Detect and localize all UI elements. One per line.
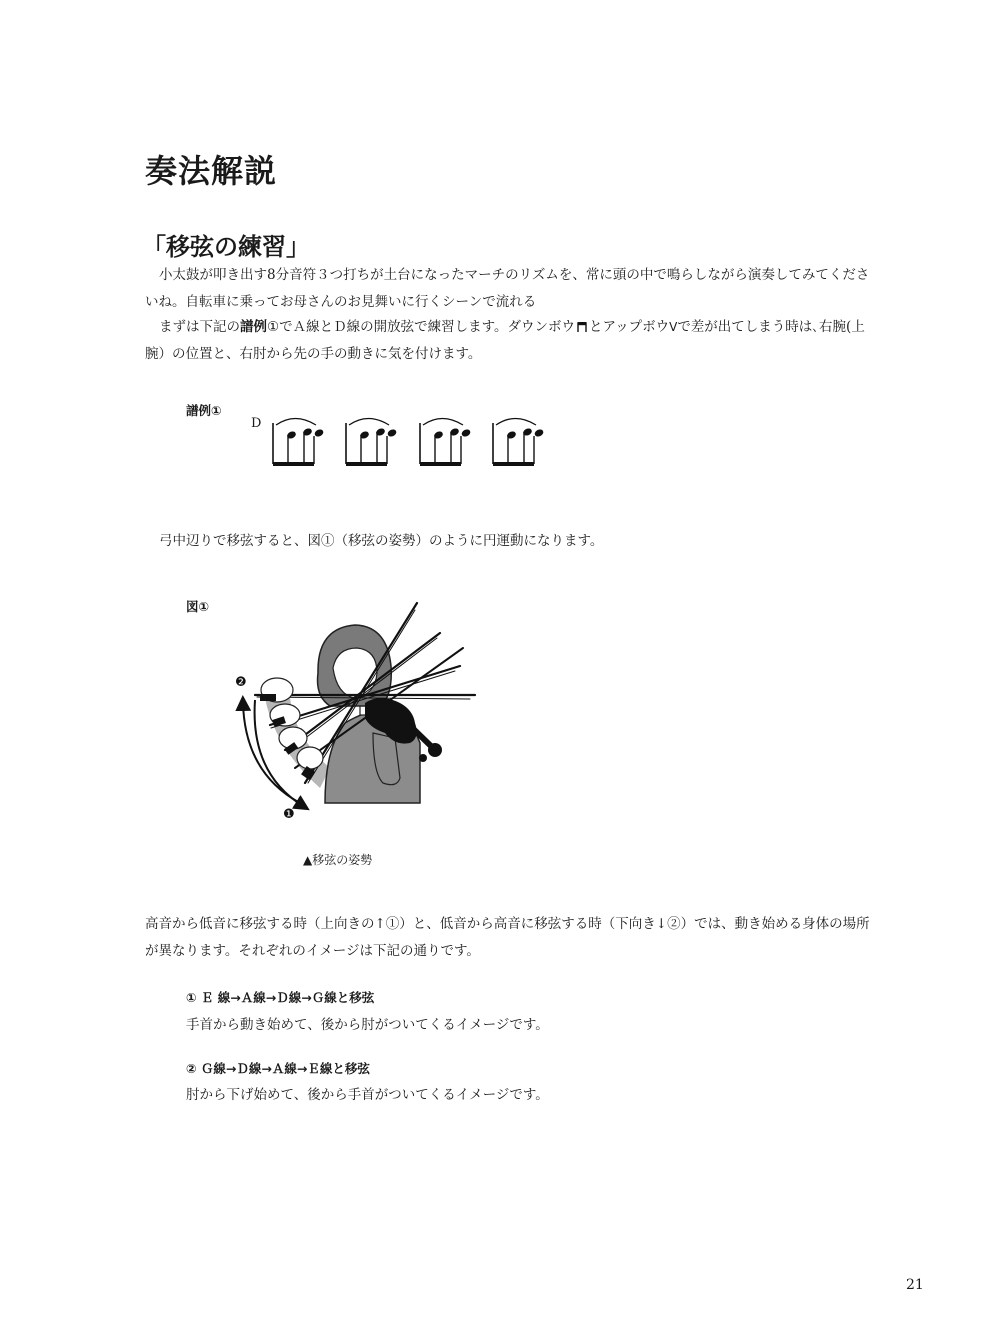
score-example xyxy=(266,412,556,472)
string-crossing-illustration xyxy=(205,598,495,838)
paragraph-exercise-part4: で差が出てしまう時は､右腕(上腕）の位置と、右肘から先の手の動きに気を付けます。 xyxy=(145,319,865,362)
paragraph-intro xyxy=(145,262,870,316)
marker-1-label: ❶ xyxy=(283,807,295,822)
score-label: 譜例① xyxy=(186,403,222,418)
paragraph-exercise-bold: 譜例 xyxy=(240,319,267,335)
paragraph-circular-motion xyxy=(145,528,870,555)
upbow-icon: V xyxy=(669,320,678,334)
page-title: 奏法解説 xyxy=(145,152,278,190)
page-number: 21 xyxy=(906,1277,924,1293)
paragraph-exercise-part3: とアップボウ xyxy=(589,319,670,335)
paragraph-exercise-part2: ①でＡ線とＤ線の開放弦で練習します。ダウンボウ xyxy=(267,319,576,335)
figure-caption: ▲移弦の姿勢 xyxy=(303,853,373,867)
score-group-2 xyxy=(346,419,397,465)
figure-label: 図① xyxy=(186,599,210,614)
score-string-label: D xyxy=(251,416,262,431)
paragraph-circular-motion-text: 弓中辺りで移弦すると、図①（移弦の姿勢）のように円運動になります。 xyxy=(159,533,604,549)
score-group-3 xyxy=(420,419,471,465)
item-1-body: 手首から動き始めて、後から肘がついてくるイメージです。 xyxy=(186,1017,549,1033)
item-2-body: 肘から下げ始めて、後から手首がついてくるイメージです。 xyxy=(186,1087,549,1103)
section-title: 「移弦の練習」 xyxy=(142,232,310,261)
paragraph-intro-text: 小太鼓が叩き出す8分音符３つ打ちが土台になったマーチのリズムを、常に頭の中で鳴らしながら演奏してみてくださいね。自転車に乗ってお母さんのお見舞いに行くシーンで流れる xyxy=(145,267,870,310)
paragraph-exercise-part1: まずは下記の xyxy=(159,319,240,335)
downbow-icon xyxy=(577,321,587,332)
paragraph-exercise xyxy=(145,314,870,368)
score-group-4 xyxy=(493,419,544,465)
item-1-heading: ① Ｅ 線→Ａ線→Ｄ線→Ｇ線と移弦 xyxy=(186,990,375,1005)
score-group-1 xyxy=(273,419,324,465)
item-2-heading: ② Ｇ線→Ｄ線→Ａ線→Ｅ線と移弦 xyxy=(186,1061,370,1076)
marker-2-label: ❷ xyxy=(235,675,247,690)
paragraph-direction: 高音から低音に移弦する時（上向きの↑①）と、低音から高音に移弦する時（下向き↓②）では、動き始める身体の場所が異なります。それぞれのイメージは下記の通りです。 xyxy=(145,916,870,959)
